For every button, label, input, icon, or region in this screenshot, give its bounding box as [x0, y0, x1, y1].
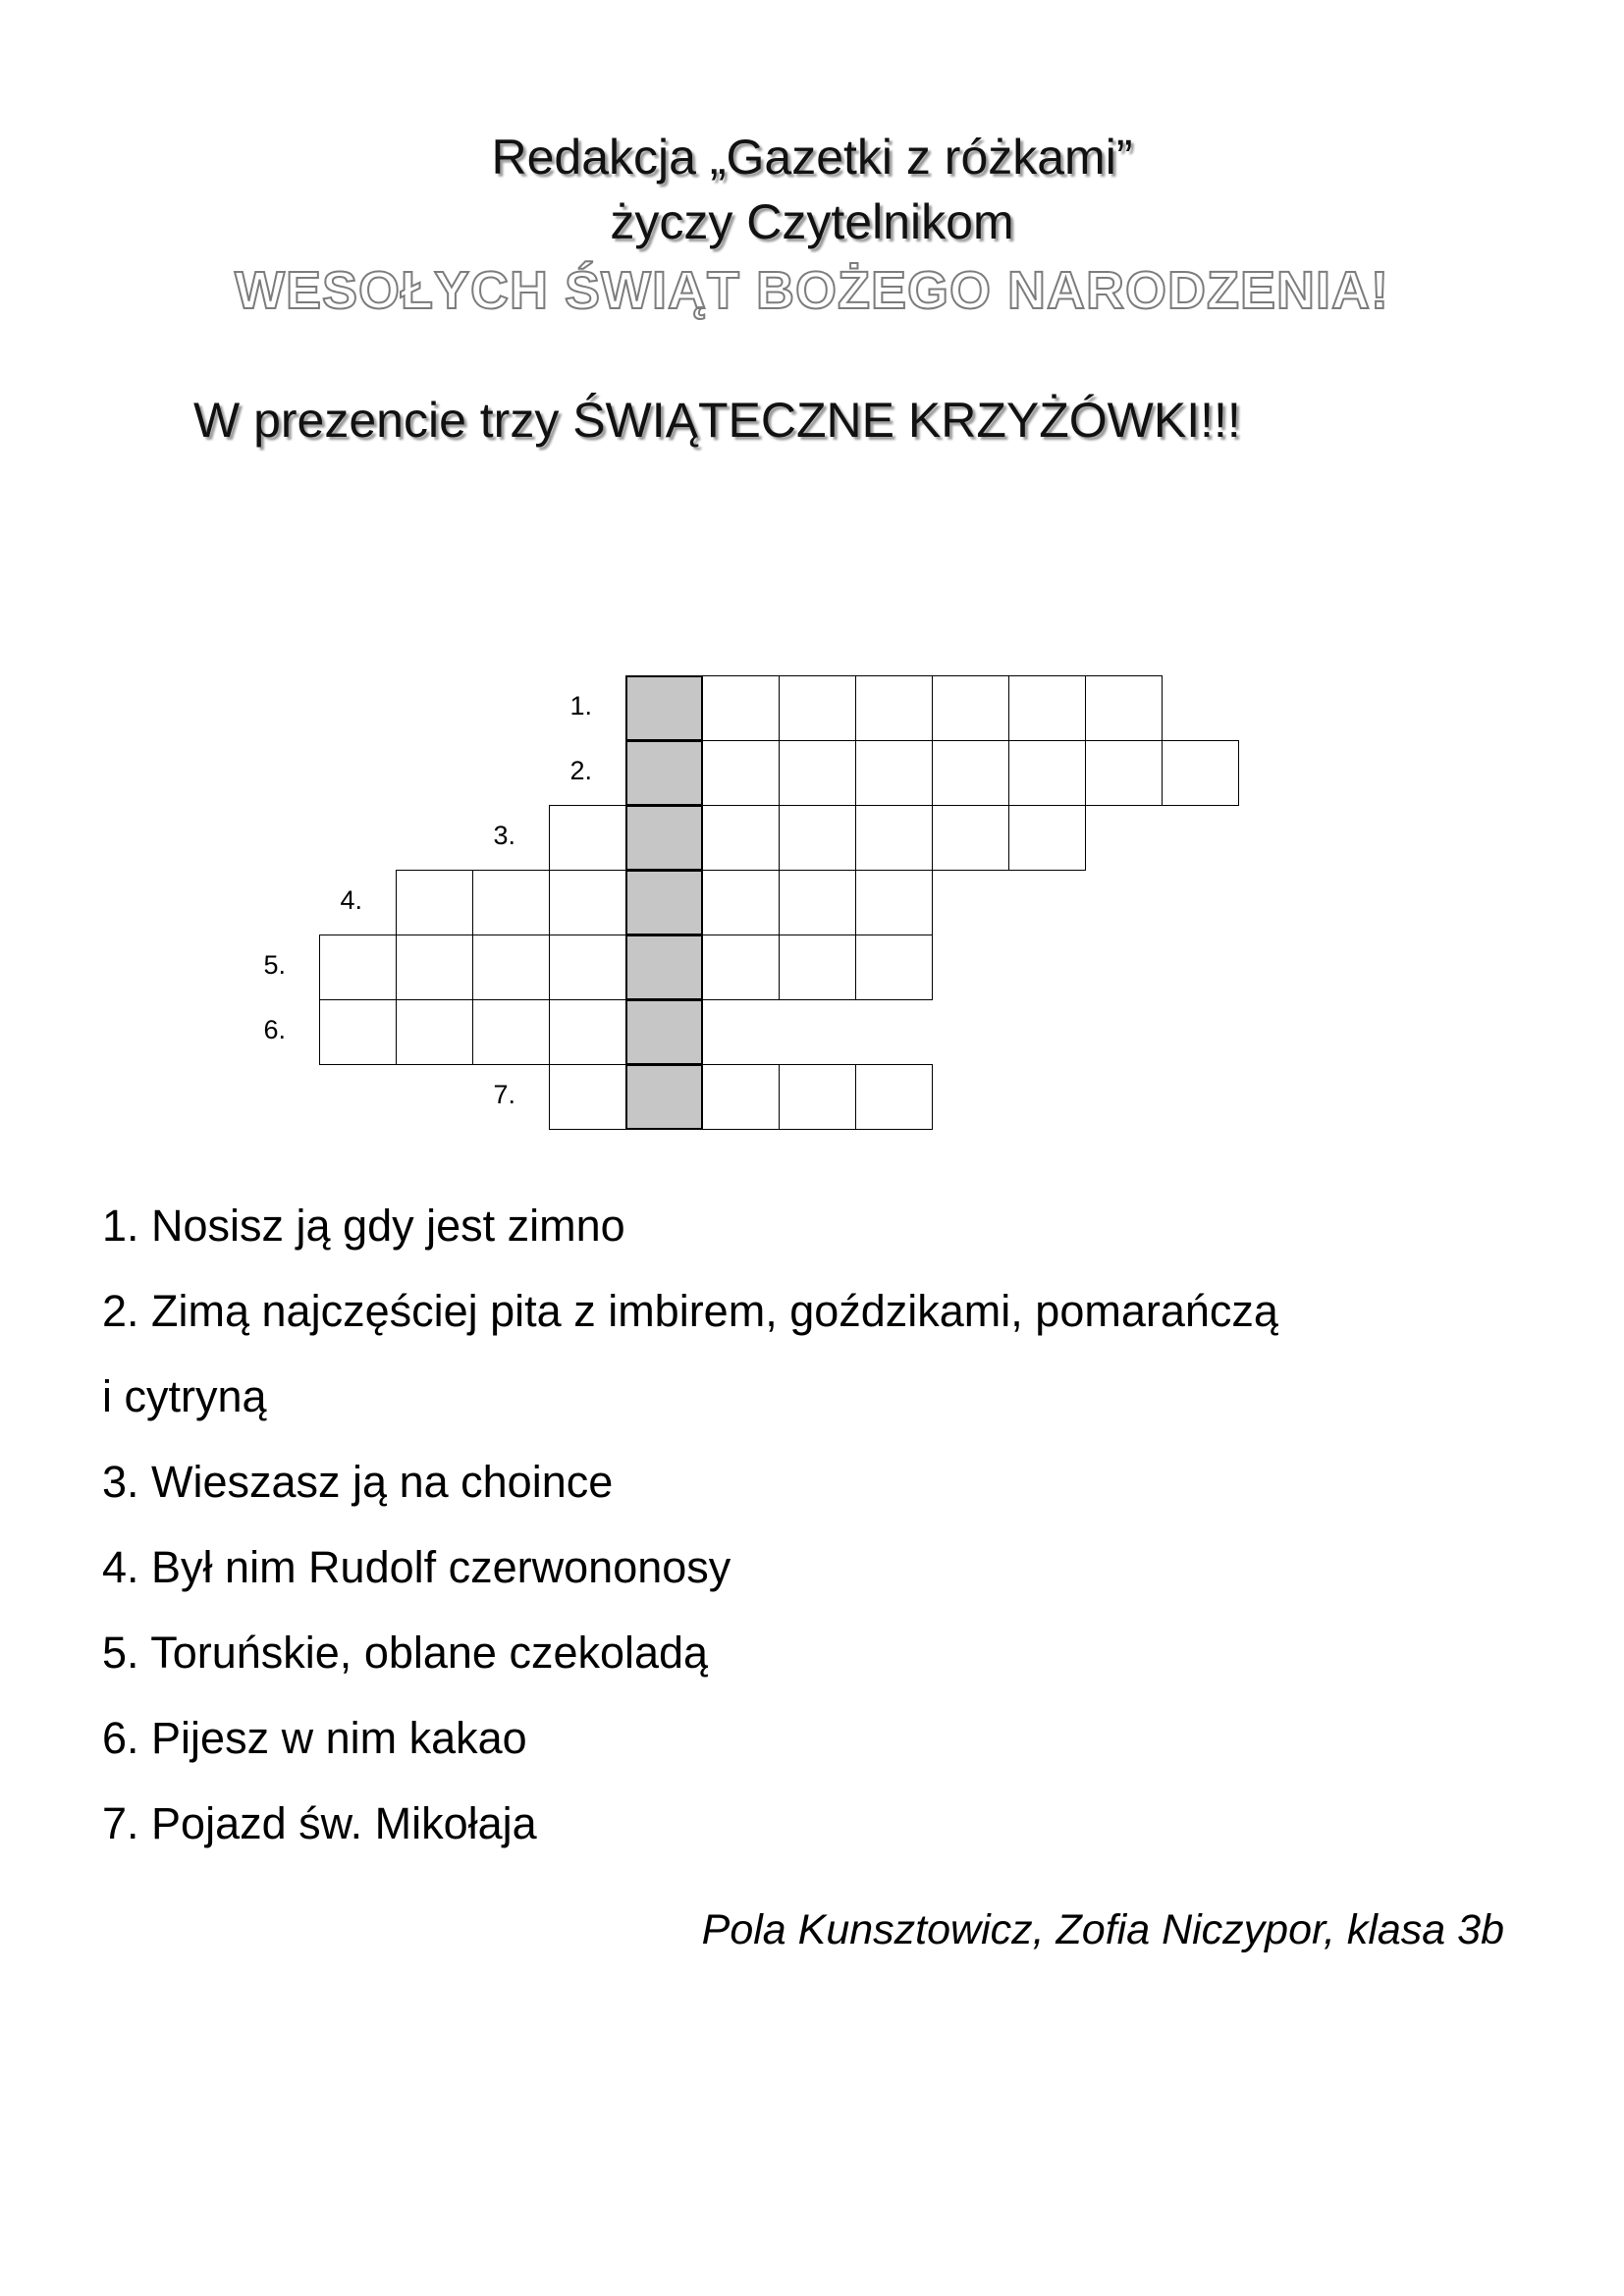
crossword-cell	[472, 934, 550, 1000]
crossword-cell	[396, 870, 473, 935]
crossword-cell	[472, 870, 550, 935]
crossword-cell	[472, 999, 550, 1065]
crossword-cell	[549, 870, 626, 935]
crossword-cell	[702, 934, 780, 1000]
crossword-key-cell	[625, 870, 703, 935]
crossword-cell	[549, 1064, 626, 1130]
header-line-editorial: Redakcja „Gazetki z różkami”	[491, 130, 1133, 185]
crossword-cell	[1085, 740, 1163, 806]
crossword-cell	[855, 740, 933, 806]
crossword-row-number: 6.	[263, 1015, 286, 1044]
crossword-cell	[855, 870, 933, 935]
clue-2-continued: i cytryną	[102, 1371, 267, 1421]
clue-7: 7. Pojazd św. Mikołaja	[102, 1798, 537, 1848]
crossword-key-cell	[625, 934, 703, 1000]
crossword-key-cell	[625, 999, 703, 1065]
crossword-cell	[932, 675, 1009, 741]
crossword-cell	[702, 805, 780, 871]
crossword-cell	[779, 805, 856, 871]
crossword-cell	[779, 740, 856, 806]
header-line-wishes: życzy Czytelnikom	[610, 194, 1014, 249]
crossword-cell	[1008, 675, 1086, 741]
authors-credit: Pola Kunsztowicz, Zofia Niczypor, klasa 3b	[701, 1906, 1504, 1953]
crossword-key-cell	[625, 675, 703, 741]
header-line-christmas-greeting: WESOŁYCH ŚWIĄT BOŻEGO NARODZENIA!	[235, 261, 1389, 320]
crossword-key-cell	[625, 1064, 703, 1130]
crossword-cell	[779, 934, 856, 1000]
clue-3: 3. Wieszasz ją na choince	[102, 1457, 614, 1507]
crossword-row-number: 4.	[340, 885, 362, 915]
crossword-cell	[855, 934, 933, 1000]
crossword-cell	[932, 805, 1009, 871]
crossword-row-number: 5.	[263, 950, 286, 980]
clue-6: 6. Pijesz w nim kakao	[102, 1713, 527, 1763]
crossword-cell	[396, 934, 473, 1000]
crossword-cell	[779, 675, 856, 741]
clue-4: 4. Był nim Rudolf czerwononosy	[102, 1542, 731, 1592]
crossword-cell	[702, 740, 780, 806]
crossword-cell	[932, 740, 1009, 806]
crossword-cell	[549, 805, 626, 871]
crossword-cell	[1008, 740, 1086, 806]
crossword-cell	[702, 870, 780, 935]
crossword-cell	[779, 870, 856, 935]
crossword-cell	[319, 934, 397, 1000]
crossword-key-cell	[625, 805, 703, 871]
clue-2: 2. Zimą najczęściej pita z imbirem, goździkami, pomarańczą	[102, 1286, 1278, 1336]
crossword-cell	[779, 1064, 856, 1130]
clue-5: 5. Toruńskie, oblane czekoladą	[102, 1628, 709, 1678]
crossword-cell	[549, 934, 626, 1000]
crossword-cell	[855, 1064, 933, 1130]
crossword-cell	[1008, 805, 1086, 871]
clue-list	[102, 1183, 1496, 1866]
crossword-cell	[319, 999, 397, 1065]
crossword-cell	[1162, 740, 1239, 806]
crossword-key-cell	[625, 740, 703, 806]
crossword-row-number: 1.	[569, 691, 592, 721]
crossword-cell	[855, 675, 933, 741]
gift-line: W prezencie trzy ŚWIĄTECZNE KRZYŻÓWKI!!!	[193, 393, 1241, 448]
crossword-cell	[549, 999, 626, 1065]
clue-1: 1. Nosisz ją gdy jest zimno	[102, 1201, 625, 1251]
crossword-cell	[702, 1064, 780, 1130]
crossword-cell	[702, 675, 780, 741]
crossword-row-number: 3.	[493, 821, 515, 850]
crossword-cell	[396, 999, 473, 1065]
crossword-cell	[1085, 675, 1163, 741]
crossword-row-number: 7.	[493, 1080, 515, 1109]
crossword-cell	[855, 805, 933, 871]
crossword-row-number: 2.	[569, 756, 592, 785]
